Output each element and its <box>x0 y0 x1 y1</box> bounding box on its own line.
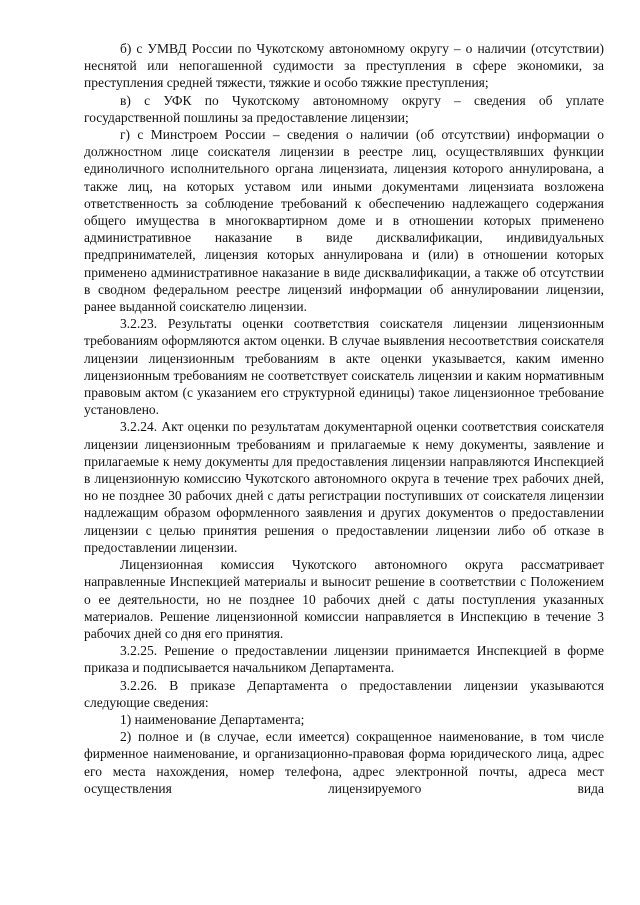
document-page <box>84 40 604 797</box>
list-item-1: 1) наименование Департамента; <box>120 711 305 727</box>
paragraph-3-2-25: 3.2.25. Решение о предоставлении лицензии принимается Инспекцией в форме приказа и подписывается начальником Департамента. <box>84 643 604 676</box>
paragraph-license-commission: Лицензионная комиссия Чукотского автономного округа рассматривает направленные Инспекцией материалы и выносит решение в соответствии с Положением о ее деятельности, но не позднее 10 рабочих дней с даты поступления указанных материалов. Решение лицензионной комиссии направляется в Инспекцию в течение 3 рабочих дней со дня его принятия. <box>84 557 604 641</box>
paragraph-g-minstroy: г) с Минстроем России – сведения о наличии (об отсутствии) информации о должностном лице соискателя лицензии в реестре лиц, осуществлявших функции единоличного исполнительного органа лицензиата, лицензия которого аннулирована, а также лиц, на которых уставом или иными документами лицензиата возложена ответственность за соблюдение требований к обеспечению надлежащего содержания общего имущества в многоквартирном доме и в отношении которых применено административное наказание в виде дисквалификации, индивидуальных предпринимателей, лицензия которых аннулирована и (или) в отношении которых применено административное наказание в виде дисквалификации, а также об отсутствии в сводном федеральном реестре лицензий информации об аннулировании лицензии, ранее выданной соискателю лицензии. <box>84 127 604 315</box>
paragraph-b-umvd: б) с УМВД России по Чукотскому автономному округу – о наличии (отсутствии) неснятой или непогашенной судимости за преступления в сфере экономики, за преступления средней тяжести, тяжкие и особо тяжкие преступления; <box>84 41 604 91</box>
list-item-2: 2) полное и (в случае, если имеется) сокращенное наименование, в том числе фирменное наименование, и организационно-правовая форма юридического лица, адрес его места нахождения, номер телефона, адрес электронной почты, адреса мест осуществления лицензируемого вида <box>84 729 604 796</box>
paragraph-3-2-24: 3.2.24. Акт оценки по результатам документарной оценки соответствия соискателя лицензии лицензионным требованиям и прилагаемые к нему документы, заявление и прилагаемые к нему документы для предоставления лицензии направляются Инспекцией в лицензионную комиссию Чукотского автономного округа в течение трех рабочих дней, но не позднее 30 рабочих дней с даты регистрации поступивших от соискателя лицензии надлежащим образом оформленного заявления и других документов о предоставлении лицензии с целью принятия решения о предоставлении лицензии либо об отказе в предоставлении лицензии. <box>84 419 604 555</box>
paragraph-v-ufk: в) с УФК по Чукотскому автономному округу – сведения об уплате государственной пошлины за предоставление лицензии; <box>84 92 604 125</box>
paragraph-3-2-23: 3.2.23. Результаты оценки соответствия соискателя лицензии лицензионным требованиям оформляются актом оценки. В случае выявления несоответствия соискателя лицензии лицензионным требованиям в акте оценки указывается, каким именно лицензионным требованиям не соответствует соискатель лицензии и каким нормативным правовым актом (с указанием его структурной единицы) такое лицензионное требование установлено. <box>84 316 604 418</box>
paragraph-3-2-26: 3.2.26. В приказе Департамента о предоставлении лицензии указываются следующие сведения: <box>84 677 604 710</box>
